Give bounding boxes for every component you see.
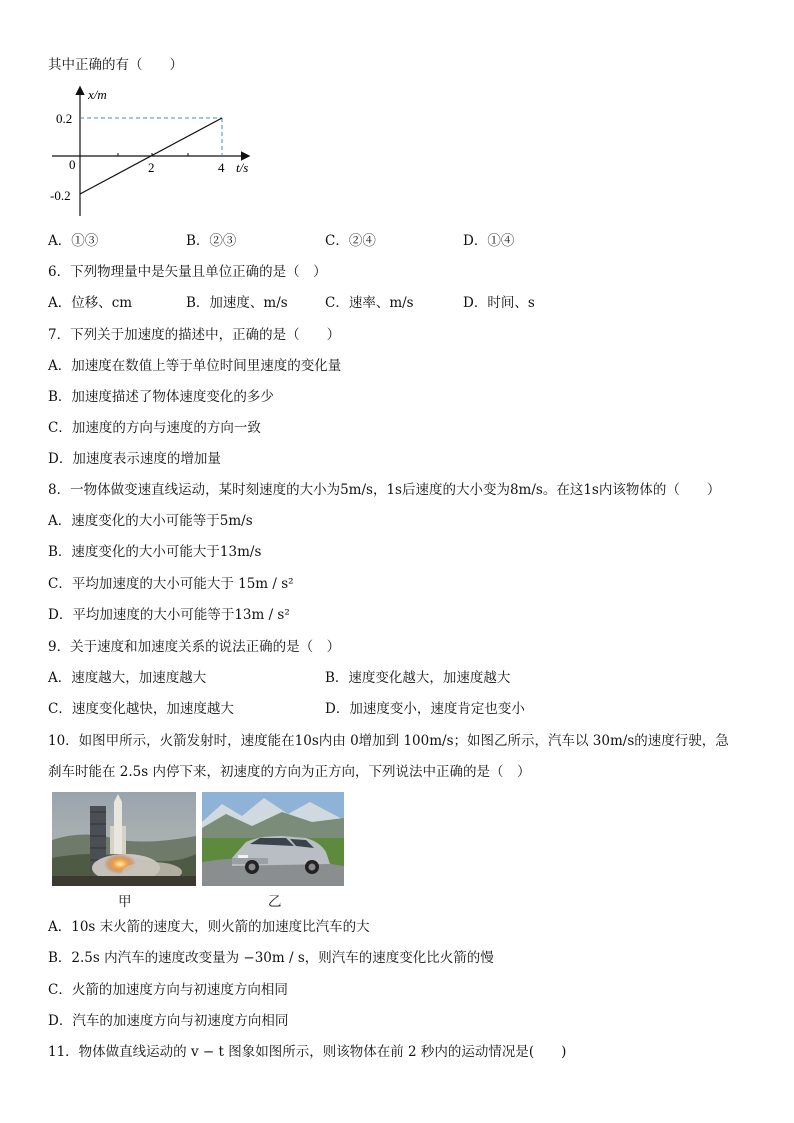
q10-option-d: D．汽车的加速度方向与初速度方向相同 (48, 1013, 289, 1029)
q5-option-d: D．①④ (463, 233, 515, 249)
q10-option-a: A．10s 末火箭的速度大，则火箭的加速度比汽车的大 (48, 919, 370, 935)
tick-y-0.2: 0.2 (56, 111, 73, 126)
q10-stem-line1: 10．如图甲所示，火箭发射时，速度能在10s内由 0增加到 100m/s；如图乙所示，汽车以 30m/s的速度行驶，急 (48, 733, 729, 749)
q5-option-c: C．②④ (325, 233, 376, 249)
q8-stem: 8．一物体做变速直线运动，某时刻速度的大小为5m/s，1s后速度的大小变为8m/s。在这1s内该物体的（ ） (48, 482, 721, 498)
q6-stem: 6．下列物理量中是矢量且单位正确的是（ ） (48, 264, 327, 280)
q9-option-c: C．速度变化越快，加速度越大 (48, 701, 234, 717)
tick-x-2: 2 (148, 160, 155, 175)
y-axis-label: x/m (88, 87, 107, 102)
q7-option-d: D．加速度表示速度的增加量 (48, 451, 221, 467)
x-axis-label: t/s (236, 160, 249, 175)
question-intro: 其中正确的有（ ） (48, 57, 183, 73)
q5-option-b: B．②③ (186, 233, 237, 249)
rocket-launch-photo (52, 792, 196, 886)
q6-option-c: C．速率、m/s (325, 295, 414, 311)
q6-option-b: B．加速度、m/s (186, 295, 288, 311)
caption-jia: 甲 (118, 894, 132, 910)
q5-option-a: A．①③ (48, 233, 99, 249)
q8-option-c: C．平均加速度的大小可能大于 15m / s² (48, 576, 294, 592)
q6-option-a: A．位移、cm (48, 295, 133, 311)
tick-x-4: 4 (218, 160, 225, 175)
q10-option-c: C．火箭的加速度方向与初速度方向相同 (48, 982, 288, 998)
q7-stem: 7．下列关于加速度的描述中，正确的是（ ） (48, 327, 341, 343)
q9-option-d: D．加速度变小，速度肯定也变小 (325, 701, 525, 717)
q10-stem-line2: 刹车时能在 2.5s 内停下来，初速度的方向为正方向，下列说法中正确的是（ ） (48, 764, 531, 780)
car-photo (202, 792, 344, 886)
q8-option-b: B．速度变化的大小可能大于13m/s (48, 544, 262, 560)
q9-option-b: B．速度变化越大，加速度越大 (325, 670, 511, 686)
tick-x-0: 0 (69, 157, 76, 172)
q7-option-c: C．加速度的方向与速度的方向一致 (48, 420, 261, 436)
q8-option-a: A．速度变化的大小可能等于5m/s (48, 513, 253, 529)
caption-yi: 乙 (268, 894, 282, 910)
q9-option-a: A．速度越大，加速度越大 (48, 670, 207, 686)
tick-y--0.2: -0.2 (50, 188, 71, 203)
x-t-graph (40, 82, 280, 222)
q7-option-a: A．加速度在数值上等于单位时间里速度的变化量 (48, 358, 342, 374)
q10-option-b: B．2.5s 内汽车的速度改变量为 −30m / s，则汽车的速度变化比火箭的慢 (48, 950, 494, 966)
q9-stem: 9．关于速度和加速度关系的说法正确的是（ ） (48, 639, 341, 655)
q8-option-d: D．平均加速度的大小可能等于13m / s² (48, 607, 290, 623)
q11-stem: 11．物体做直线运动的 v − t 图象如图所示，则该物体在前 2 秒内的运动情况是( ) (48, 1044, 567, 1060)
q7-option-b: B．加速度描述了物体速度变化的多少 (48, 389, 274, 405)
q6-option-d: D．时间、s (463, 295, 535, 311)
